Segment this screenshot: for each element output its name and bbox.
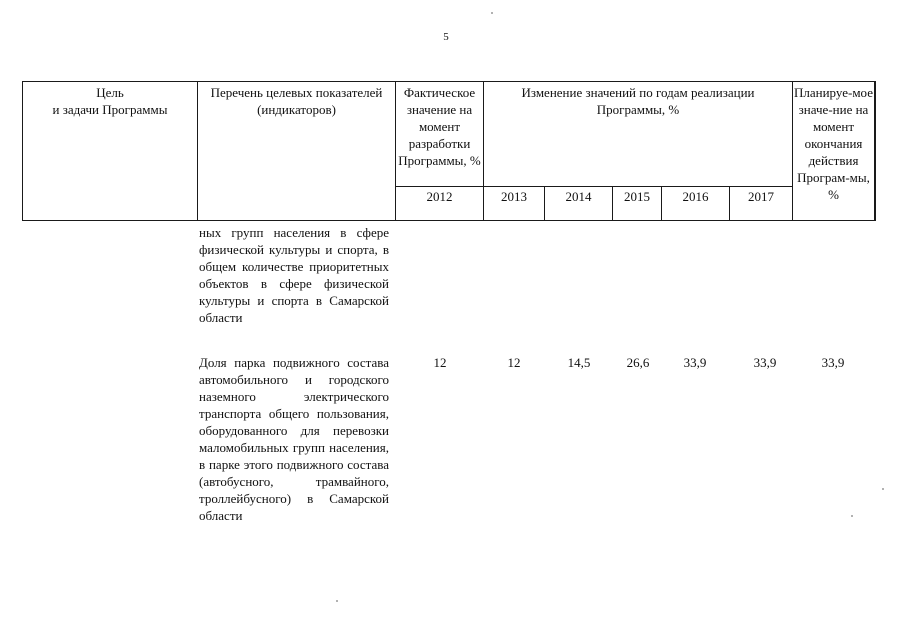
scan-speck <box>491 12 493 14</box>
value-2013: 12 <box>507 355 521 370</box>
year-2013: 2013 <box>484 187 545 220</box>
header-planned: Планируе-мое значе-ние на момент окончания действия Програм-мы, % <box>793 82 875 220</box>
scan-speck <box>882 488 884 490</box>
header-actual: Фактическое значение на момент разработки Программы, % <box>396 82 484 186</box>
indicator-text-continued: ных групп населения в сфере физической культуры и спорта, в общем количестве приоритетных объектов в сфере физической культуры и спорта в Самарской области <box>199 225 389 325</box>
header-indicators: Перечень целевых показателей (индикаторов) <box>198 82 396 220</box>
value-2017: 33,9 <box>753 355 777 370</box>
year-2014: 2014 <box>545 187 613 220</box>
page-number: 5 <box>443 31 449 43</box>
year-2015: 2015 <box>613 187 662 220</box>
header-change: Изменение значений по годам реализации Программы, % <box>484 82 793 186</box>
value-2014: 14,5 <box>567 355 591 370</box>
year-2017: 2017 <box>730 187 793 220</box>
value-2015: 26,6 <box>626 355 650 370</box>
value-2012: 12 <box>433 355 447 370</box>
indicator-text-vehicle-share: Доля парка подвижного состава автомобильного и городского наземного электрического транспорта общего пользования, оборудованного для перевозки маломобильных групп населения, в парке этого подвижного состава (автобусного, трамвайного, троллейбусного) в Самарской области <box>199 355 389 523</box>
year-2016: 2016 <box>662 187 730 220</box>
value-2016: 33,9 <box>683 355 707 370</box>
scan-speck <box>336 600 338 602</box>
header-goal: Цель и задачи Программы <box>23 82 198 220</box>
value-planned: 33,9 <box>821 355 845 370</box>
table-header <box>22 81 876 221</box>
year-2012: 2012 <box>396 187 484 220</box>
scan-speck <box>851 515 853 517</box>
